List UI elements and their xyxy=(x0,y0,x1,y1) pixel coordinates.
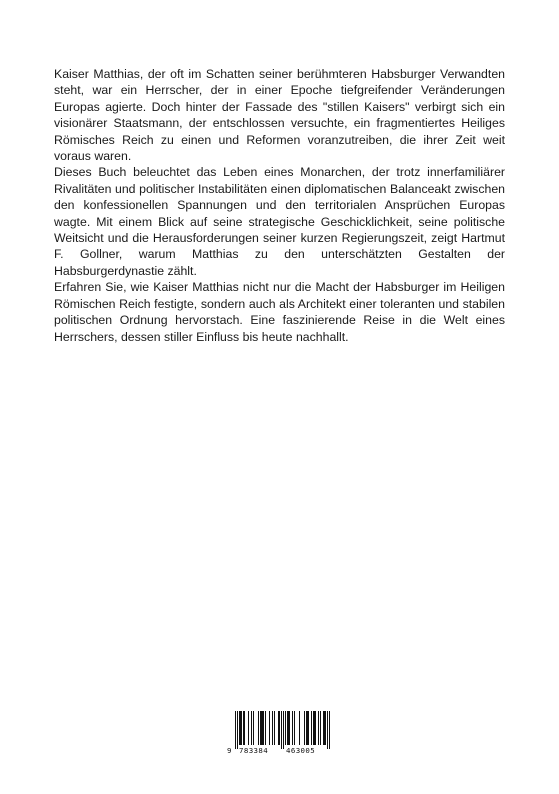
barcode-bar xyxy=(294,711,295,745)
barcode-bar xyxy=(279,711,280,745)
barcode-bar xyxy=(239,711,240,745)
barcode-bar xyxy=(248,711,249,745)
barcode-bar xyxy=(320,711,321,745)
barcode-bar xyxy=(299,711,300,745)
barcode-lead-digit: 9 xyxy=(227,746,232,755)
barcode-bar xyxy=(240,711,241,745)
barcode-bar xyxy=(318,711,319,745)
barcode-bar xyxy=(261,711,262,745)
barcode-bar xyxy=(235,711,236,749)
barcode-bar xyxy=(307,711,308,745)
barcode-bar xyxy=(265,711,266,745)
barcode-bar xyxy=(269,711,270,745)
barcode-bars xyxy=(227,711,333,749)
barcode-bar xyxy=(274,711,275,745)
barcode-bar xyxy=(323,711,324,745)
barcode-bar xyxy=(262,711,263,745)
barcode-bar xyxy=(315,711,316,745)
barcode-bar xyxy=(325,711,326,745)
blurb-paragraph-1: Kaiser Matthias, der oft im Schatten seiner berühmteren Habsburger Verwandten steht, war ein Herrscher, der in einer Epoche tiefgreifender Veränderungen Europas agierte. Doch hinter der Fassade des "stillen Kaisers" verbirgt sich ein visionärer Staatsmann, der entschlossen versuchte, ein fragmentiertes Heiliges Römisches Reich zu einen und Reformen voranzutreiben, die ihrer Zeit weit voraus waren. xyxy=(54,67,505,164)
barcode-bar xyxy=(272,711,273,745)
barcode-bar xyxy=(251,711,252,745)
barcode-bar xyxy=(314,711,315,745)
barcode-bar xyxy=(244,711,245,745)
barcode-bar xyxy=(258,711,259,745)
barcode-bar xyxy=(304,711,305,745)
barcode-bar xyxy=(260,711,261,745)
blurb-text xyxy=(54,66,505,345)
barcode-bar xyxy=(327,711,328,749)
barcode-bar xyxy=(292,711,293,745)
barcode-bar xyxy=(324,711,325,745)
barcode-bar xyxy=(237,711,238,749)
barcode-bar xyxy=(288,711,289,745)
barcode-bar xyxy=(329,711,330,749)
barcode-bar xyxy=(308,711,309,745)
blurb-paragraph-3: Erfahren Sie, wie Kaiser Matthias nicht nur die Macht der Habsburger im Heiligen Römischen Reich festigte, sondern auch als Architekt einer toleranten und stabilen politischen Ordnung hervorstach. Eine faszinierende Reise in die Welt eines Herrschers, dessen stiller Einfluss bis heute nachhallt. xyxy=(54,280,505,344)
barcode-bar xyxy=(311,711,312,745)
barcode-bar xyxy=(306,711,307,745)
barcode-bar xyxy=(313,711,314,745)
blurb-paragraph-2: Dieses Buch beleuchtet das Leben eines Monarchen, der trotz innerfamiliärer Rivalitäten und politischer Instabilitäten einen diplomatischen Balanceakt zwischen den konfessionellen Spannungen und den territorialen Ansprüchen Europas wagte. Mit einem Blick auf seine strategische Geschicklichkeit, seine politische Weitsicht und die Herausforderungen seiner kurzen Regierungszeit, zeigt Hartmut F. Gollner, warum Matthias zu den unterschätzten Gestalten der Habsburgerdynastie zählt. xyxy=(54,165,505,278)
barcode-bar xyxy=(287,711,288,745)
barcode-bar xyxy=(285,711,286,745)
barcode-bar xyxy=(253,711,254,745)
barcode-bar xyxy=(243,711,244,745)
barcode-bar xyxy=(289,711,290,745)
barcode-bar xyxy=(281,711,282,749)
barcode-bar xyxy=(278,711,279,745)
barcode-left-digits: 783384 xyxy=(239,746,269,755)
barcode-right-digits: 463005 xyxy=(286,746,316,755)
barcode-bar xyxy=(241,711,242,745)
isbn-barcode xyxy=(227,711,333,759)
barcode-bar xyxy=(283,711,284,749)
barcode-bar xyxy=(263,711,264,745)
